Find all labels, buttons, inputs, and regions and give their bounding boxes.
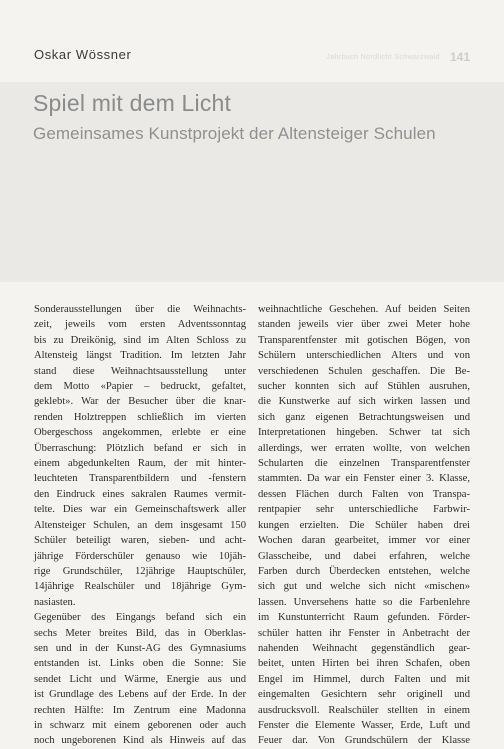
text-line: kungen erzielten. Die Schüler haben drei [258,519,470,531]
text-line: sich gut und welche sich nicht «mischen» [258,581,470,593]
author-name: Oskar Wössner [34,47,132,62]
text-line: rechten Hälfte: Im Zentrum eine Madonna [34,704,246,716]
text-line: Fenster die Elemente Wasser, Erde, Luft und [258,719,470,731]
text-line: 14jährige Realschüler und 18jährige Gym- [34,581,246,593]
text-line: eingemalten Gesichtern sehr originell und [258,689,470,701]
text-line: sucher konnten sich auf Stühlen ausruhen, [258,381,470,393]
text-line: Glasscheibe, und dabei erfahren, welche [258,550,470,562]
text-line: im Kunstunterricht Raum gefunden. Förder- [258,612,470,624]
text-line: schüler hatten ihr Fenster in Anbetracht der [258,627,470,639]
article-title: Spiel mit dem Licht [33,90,232,116]
text-line: zeit, jeweils vom ersten Adventssonntag [34,319,246,331]
text-line: stand diese Weihnachtsausstellung unter [34,365,246,377]
text-line: geklebt». War der Besucher über die knar- [34,396,246,408]
text-line: beitet, unten Hirten bei ihren Schafen, oben [258,658,470,670]
running-header [326,50,470,64]
text-line: in schwarz mit einem geborenen oder auch [34,719,246,731]
article-subtitle: Gemeinsames Kunstprojekt der Altensteiger Schulen [33,124,436,143]
text-line: Wochen daran gearbeitet, immer vor einer [258,535,470,547]
text-line: sen und in der Kunst-AG des Gymnasiums [34,642,246,654]
text-line: die Kunstwerke auf sich wirken lassen und [258,396,470,408]
text-line: Obergeschoss angekommen, erlebte er eine [34,427,246,439]
text-line: Interpretationen hingeben. Schwer tat sich [258,427,470,439]
text-line: lassen. Unversehens hatte so die Farbenlehre [258,596,470,608]
text-line: Feuer dar. Von Grundschülern der Klasse [258,735,470,747]
text-line: Schüler beteiligt waren, sieben- und acht- [34,535,246,547]
text-line: sich ganz eigenen Betrachtungsweisen und [258,411,470,423]
text-line: Sonderausstellungen über die Weihnachts- [34,304,246,315]
text-line: allerdings, wer erraten wollte, von welchen [258,442,470,454]
text-line: renden Holztreppen schließlich im vierten [34,411,246,423]
text-line: Überraschung: Plötzlich befand er sich in [34,442,246,454]
text-line: Altensteiger Schulen, an dem insgesamt 150 [34,519,246,531]
text-line: rentpapier sehr unterschiedliche Farbwir- [258,504,470,516]
text-line: noch ungeborenen Kind als Hinweis auf das [34,735,246,747]
running-header-label: Jahrbuch Nordlicht Schwarzwald [326,53,440,61]
text-line: Transparentfenster mit gotischen Bögen, von [258,334,470,346]
text-line: Schularten die einzelnen Transparentfenster [258,458,470,470]
text-line: Schülern unterschiedlichen Alters und von [258,350,470,362]
text-line: ausdrucksvoll. Realschüler stellten in einem [258,704,470,716]
right-text-column [258,302,470,749]
text-line: den Eindruck eines sakralen Raumes vermit- [34,488,246,500]
text-line: nahenden Weihnacht gegenständlich gear- [258,642,470,654]
text-line: entstanden ist. Links oben die Sonne: Sie [34,658,246,670]
text-line: jährige Förderschüler genauso wie 10jäh- [34,550,246,562]
text-line: einem abgedunkelten Raum, der mit hinter- [34,458,246,470]
text-line: verschiedenen Schulen geschaffen. Die Be- [258,365,470,377]
text-line: dessen Flächen durch Falten von Transpa- [258,488,470,500]
text-line: standen jeweils vier über zwei Meter hohe [258,319,470,331]
text-line: ist Grundlage des Lebens auf der Erde. In der [34,689,246,701]
page-number: 141 [449,50,470,64]
text-line: weihnachtliche Geschehen. Auf beiden Seiten [258,304,470,315]
text-line: dem Motto «Papier – bedruckt, gefaltet, [34,381,246,393]
text-line: stammten. Da war ein Fenster einer 3. Klasse, [258,473,470,485]
text-line: Farben durch Überdecken entstehen, welche [258,565,470,577]
text-line: rige Grundschüler, 12jährige Hauptschüler, [34,565,246,577]
text-line: nasiasten. [34,596,76,608]
text-line: bis zu Dreikönig, sind im Alten Schloss zu [34,334,246,346]
text-line: leuchteten Transparentbildern und -fenstern [34,473,246,485]
text-line: Gegenüber des Eingangs befand sich ein [34,612,246,624]
left-text-column [34,302,246,749]
text-line: telte. Dies war ein Gemeinschaftswerk aller [34,504,246,516]
text-line: sechs Meter breites Bild, das in Oberklas- [34,627,246,639]
text-line: Altensteig längst Tradition. Im letzten Jahr [34,350,246,362]
text-line: Engel im Himmel, durch Falten und mit [258,673,470,685]
text-line: sendet Licht und Wärme, Energie aus und [34,673,246,685]
